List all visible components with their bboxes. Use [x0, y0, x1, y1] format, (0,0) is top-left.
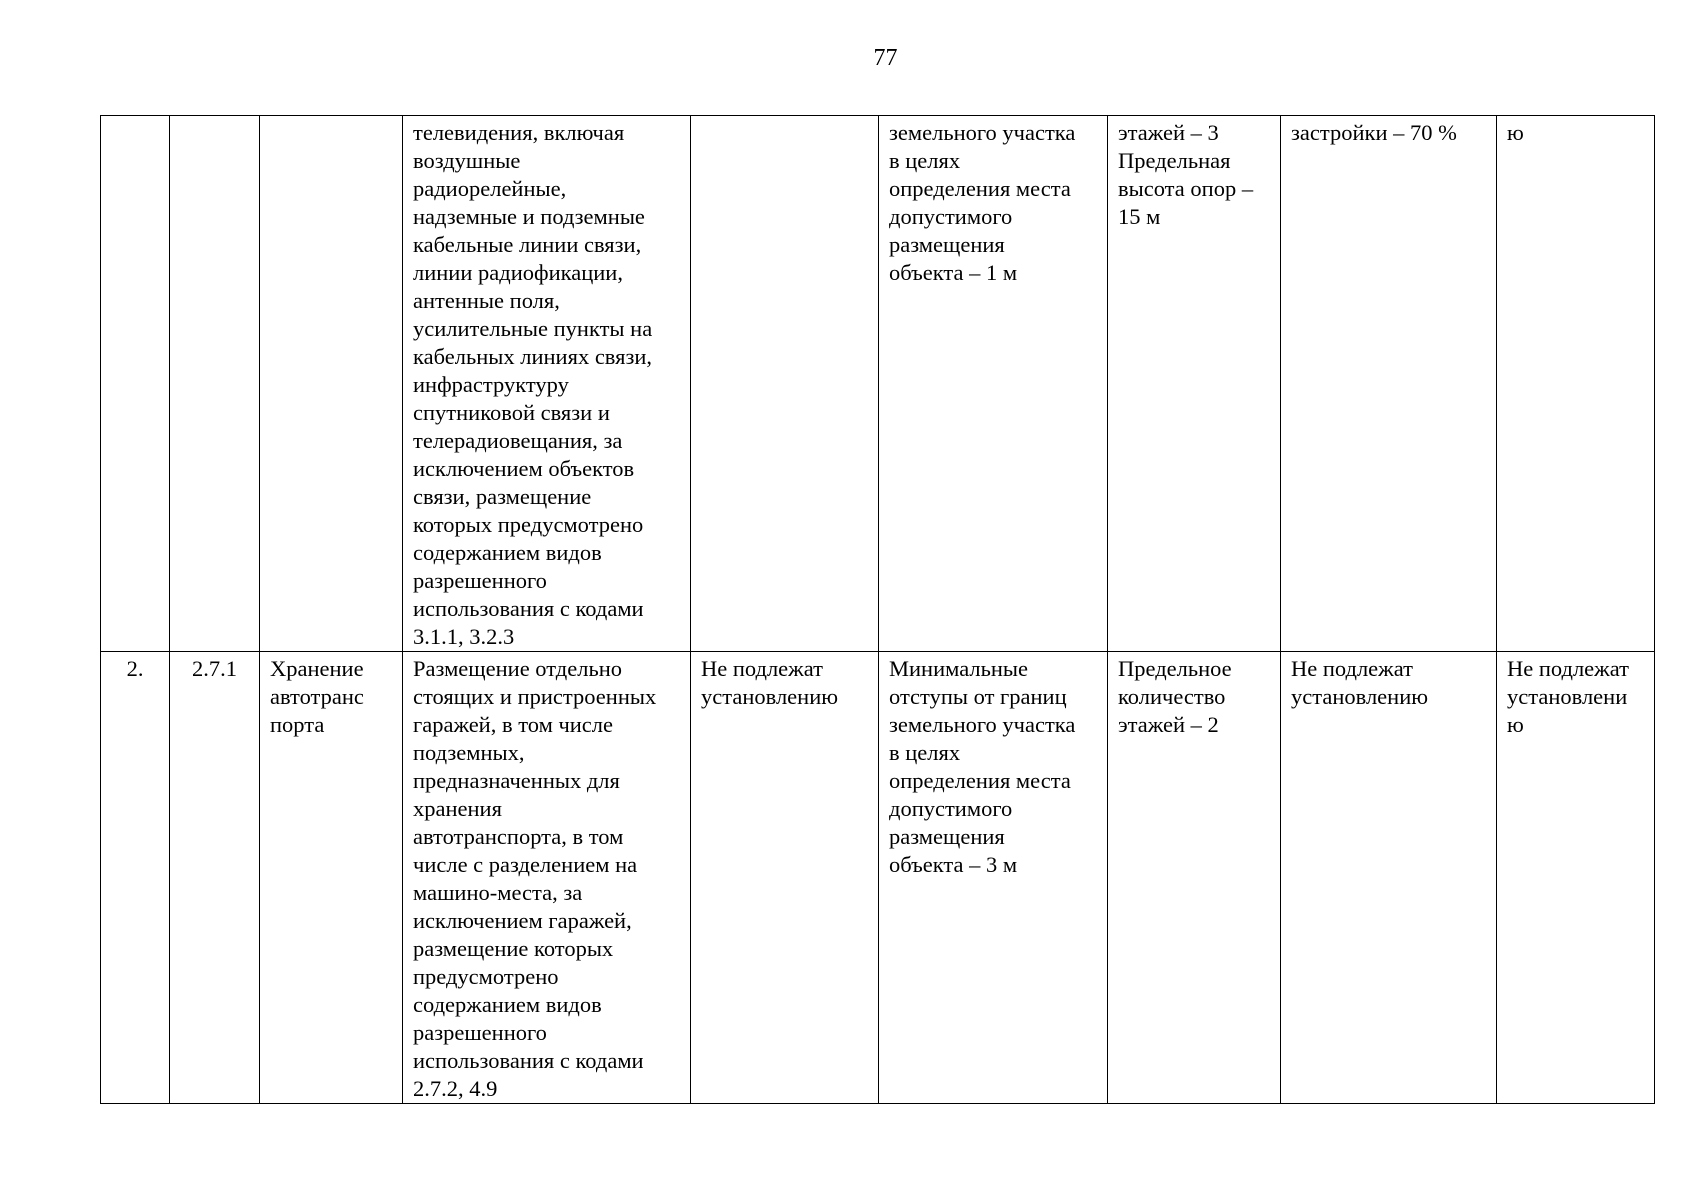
coverage-cell: застройки – 70 % [1281, 116, 1497, 652]
table-row [101, 116, 1655, 652]
row-number-cell [101, 116, 170, 652]
plot-size-cell: Не подлежат установлению [691, 652, 879, 1104]
use-description-cell: Размещение отдельно стоящих и пристроенных гаражей, в том числе подземных, предназначенных для хранения автотранспорта, в том числе с разделением на машино-места, за исключением гаражей, размещение которых предусмотрено содержанием видов разрешенного использования с кодами 2.7.2, 4.9 [403, 652, 691, 1104]
other-params-cell: Не подлежат установлени ю [1497, 652, 1655, 1104]
use-description-cell: телевидения, включая воздушные радиорелейные, надземные и подземные кабельные линии связи, линии радиофикации, антенные поля, усилительные пункты на кабельных линиях связи, инфраструктуру спутниковой связи и телерадиовещания, за исключением объектов связи, размещение которых предусмотрено содержанием видов разрешенного использования с кодами 3.1.1, 3.2.3 [403, 116, 691, 652]
use-name-cell [260, 116, 403, 652]
use-code-cell [170, 116, 260, 652]
table-row [101, 652, 1655, 1104]
page-number: 77 [873, 45, 898, 71]
setbacks-cell: земельного участка в целях определения места допустимого размещения объекта – 1 м [879, 116, 1108, 652]
floors-cell: Предельное количество этажей – 2 [1108, 652, 1281, 1104]
coverage-cell: Не подлежат установлению [1281, 652, 1497, 1104]
row-number-cell: 2. [101, 652, 170, 1104]
use-name-cell: Хранение автотранс порта [260, 652, 403, 1104]
floors-cell: этажей – 3 Предельная высота опор – 15 м [1108, 116, 1281, 652]
use-code-cell: 2.7.1 [170, 652, 260, 1104]
land-use-table [100, 115, 1655, 1104]
plot-size-cell [691, 116, 879, 652]
setbacks-cell: Минимальные отступы от границ земельного участка в целях определения места допустимого размещения объекта – 3 м [879, 652, 1108, 1104]
other-params-cell: ю [1497, 116, 1655, 652]
